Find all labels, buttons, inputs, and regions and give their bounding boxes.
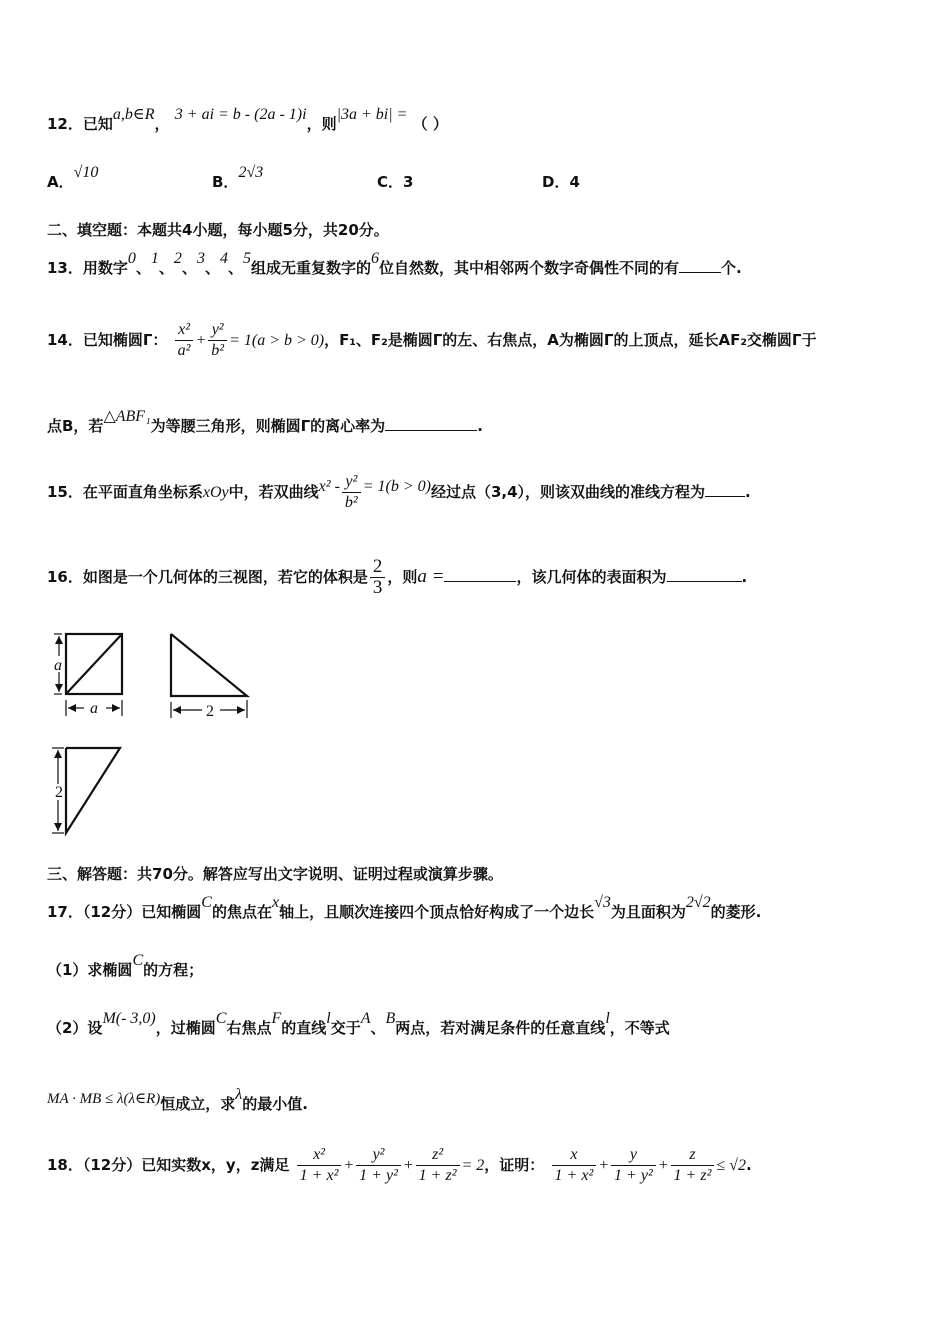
question-15 [47,470,910,515]
frac-num: y [611,1145,656,1166]
fraction-6 [671,1145,715,1186]
option-d-label: D． [542,173,570,191]
option-b-label: B． [212,173,239,191]
q15-prefix: 在平面直角坐标系 [82,483,203,501]
frac-den: 1 + x² [299,1167,339,1184]
q14-line2a: 点B，若 [47,417,104,435]
q13-suffix: 位自然数，其中相邻两个数字奇偶性不同的有 [378,259,679,277]
digit-5: 5 [242,250,251,267]
question-17 [47,894,910,923]
frac-den: 1 + z² [673,1167,712,1184]
q14-prefix: 已知椭圆Γ： [82,331,168,349]
frac-num: z [671,1145,715,1166]
plus: + [343,1157,355,1174]
label-2-vertical: 2 [55,784,63,801]
q15-suffix: 经过点（3,4），则该双曲线的准线方程为 [430,483,706,501]
frac-num: z² [416,1145,460,1166]
q17-p3: 轴上，且顺次连接四个顶点恰好构成了一个边长 [279,903,595,921]
frac-num: 2 [370,557,386,578]
question-14-line2 [47,408,910,437]
frac-num: x² [175,320,194,341]
plus: + [598,1157,610,1174]
q17-lambda: λ [235,1086,243,1103]
option-b-value: 2√3 [238,164,264,181]
q17-A: A [360,1010,371,1027]
frac-num: x² [297,1145,342,1166]
q14-number: 14． [47,331,83,349]
arrow-up [55,636,63,644]
q17-part2g: ，不等式 [609,1019,670,1037]
q17-M: M(- 3,0) [102,1010,156,1027]
q13-six: 6 [370,250,379,267]
fraction-y2-b2 [342,472,361,513]
q13-number: 13． [47,259,83,277]
q17-part-2 [47,1010,910,1039]
q13-end: 个. [721,259,742,277]
q17-part1a: （1）求椭圆 [47,961,133,979]
q17-p5: 的菱形. [710,903,762,921]
q17-part2b: ，过椭圆 [155,1019,216,1037]
fraction-y2-b2 [208,320,227,361]
arrow-right [112,704,120,712]
q17-2sqrt2: 2√2 [685,894,711,911]
fraction-3 [416,1145,460,1186]
fraction-2-3 [370,557,386,598]
frac-num: y² [356,1145,401,1166]
q16-a-eq: a = [417,566,445,587]
q17-part2c: 右焦点 [226,1019,272,1037]
answer-blank[interactable] [705,482,745,497]
q17-part-1 [47,952,910,981]
digit-1: 1 [150,250,159,267]
option-d [542,172,580,192]
top-view-triangle [66,748,120,833]
q16-number: 16． [47,568,83,586]
q12-comma: ， [154,115,170,133]
q17-C: C [132,952,144,969]
label-a-vertical: a [54,657,62,674]
q15-xoy: xOy [202,484,229,501]
q18-number: 18． [47,1156,83,1174]
frac-den: b² [344,494,358,511]
option-a [47,164,99,193]
q17-p2: 的焦点在 [211,903,272,921]
q17-part2f: 两点，若对满足条件的任意直线 [395,1019,606,1037]
sep: 、 [227,259,243,277]
q18-le: ≤ √2 [716,1157,746,1174]
section-2-heading: 二、填空题：本题共4小题，每小题5分，共20分。 [47,221,389,239]
digit-2: 2 [173,250,182,267]
question-14: 14．已知椭圆Γ： $\frac{\text{x²}}{\text{a²}}$ + $\frac{\text{y²}}{\text{b²}}$ = 1(a > b > 0)，F₁、F₂是椭圆Γ的左、右焦点，A为椭圆Γ的上顶点，延长AF₂交椭圆Γ于 [47,321,817,359]
q12-abs: |3a + bi| = [336,106,408,123]
question-18 [47,1142,910,1189]
q12-mid: ，则 [306,115,337,133]
q12-number: 12． [47,115,83,133]
three-view-figure [44,626,264,841]
sep: 、 [204,259,220,277]
q14-end: . [477,417,483,435]
q17-part2a: （2）设 [47,1019,103,1037]
frac-den: 1 + z² [418,1167,457,1184]
fraction-x2-a2 [175,320,194,361]
q15-eq-rest: = 1(b > 0) [362,478,431,495]
q12-paren: （ ） [412,115,448,133]
q15-end: . [745,483,751,501]
q14-eq-rest: = 1(a > b > 0) [229,332,325,349]
label-a-horizontal: a [90,700,98,717]
q17-x: x [271,894,280,911]
q17-part2e: 交于 [330,1019,361,1037]
frac-num: y² [208,320,227,341]
q17-inequality: MA · MB ≤ λ(λ∈R) [47,1091,161,1107]
q16-mid: ，则 [387,568,418,586]
label-2-horizontal: 2 [206,703,214,720]
question-13 [47,250,910,279]
digit-3: 3 [196,250,205,267]
frac-den: b² [211,342,225,359]
q17-part2d: 的直线 [281,1019,327,1037]
answer-blank-a[interactable] [444,567,516,582]
q17-part2h: 恒成立，求 [160,1095,236,1113]
section-3-heading: 三、解答题：共70分。解答应写出文字说明、证明过程或演算步骤。 [47,865,503,883]
q18-score: （12分） [82,1156,142,1174]
option-c-value: 3 [403,173,414,191]
q14-suffix: ，F₁、F₂是椭圆Γ的左、右焦点，A为椭圆Γ的上顶点，延长AF₂交椭圆Γ于 [324,331,817,349]
q17-score: （12分） [82,903,142,921]
answer-blank[interactable] [385,416,477,431]
q14-triangle: △ABF₁ [103,408,151,425]
q17-p4: 为且面积为 [610,903,686,921]
q16-mid2: ，该几何体的表面积为 [516,568,667,586]
frac-den: a² [177,342,191,359]
q17-l: l [326,1010,331,1027]
question-12 [47,106,910,135]
answer-blank-area[interactable] [667,567,742,582]
option-c [377,172,413,192]
arrow-down [55,684,63,692]
frac-den: 3 [372,577,383,598]
frac-den: 1 + x² [554,1167,594,1184]
q16-prefix: 如图是一个几何体的三视图，若它的体积是 [82,568,368,586]
plus: + [402,1157,414,1174]
plus: + [657,1157,669,1174]
arrow-left [173,706,181,714]
arrow-down [54,823,62,831]
side-view-triangle [171,634,247,696]
q17-number: 17． [47,903,83,921]
frac-den: 1 + y² [359,1167,398,1184]
sep: 、 [181,259,197,277]
option-a-value: √10 [73,164,99,181]
q15-x2: x² - [318,478,340,495]
sep: 、 [135,259,151,277]
q18-p1: 已知实数x，y，z满足 [141,1156,290,1174]
frac-num: y² [342,472,361,493]
q15-mid: 中，若双曲线 [228,483,319,501]
q13-mid: 组成无重复数字的 [250,259,371,277]
fraction-5 [611,1145,656,1186]
q17-C: C [201,894,212,911]
digit-4: 4 [219,250,228,267]
arrow-left [68,704,76,712]
q16-end: . [741,568,748,586]
q17-part1b: 的方程； [143,961,204,979]
q17-sqrt3: √3 [594,894,611,911]
arrow-up [54,750,62,758]
q17-B: B [385,1010,396,1027]
q17-F: F [271,1010,282,1027]
q17-C: C [215,1010,227,1027]
option-b [212,164,264,193]
option-c-label: C． [377,173,404,191]
front-view-diagonal [66,634,122,694]
frac-den: 1 + y² [614,1167,653,1184]
question-16 [47,552,910,602]
q15-number: 15． [47,483,83,501]
q18-end: . [745,1156,752,1174]
q12-equation: 3 + ai = b - (2a - 1)i [174,106,307,123]
option-d-value: 4 [569,173,580,191]
fraction-4 [552,1145,597,1186]
fraction-1 [297,1145,342,1186]
digit-0: 0 [127,250,136,267]
q14-line2b: 为等腰三角形，则椭圆Γ的离心率为 [150,417,386,435]
fraction-2 [356,1145,401,1186]
q12-prefix: 已知 [82,115,113,133]
sep: 、 [158,259,174,277]
arrow-right [237,706,245,714]
q12-condition: a,b∈R [112,106,155,123]
q18-p2: ，证明： [484,1156,545,1174]
q13-prefix: 用数字 [82,259,128,277]
q17-part2i: 的最小值. [242,1095,308,1113]
q18-eq2: = 2 [461,1157,485,1174]
option-a-label: A． [47,173,74,191]
q17-sep: 、 [370,1019,386,1037]
q17-part-2-line2 [47,1086,910,1115]
q17-l: l [605,1010,610,1027]
q17-p1: 已知椭圆 [141,903,202,921]
answer-blank[interactable] [679,258,721,273]
frac-num: x [552,1145,597,1166]
